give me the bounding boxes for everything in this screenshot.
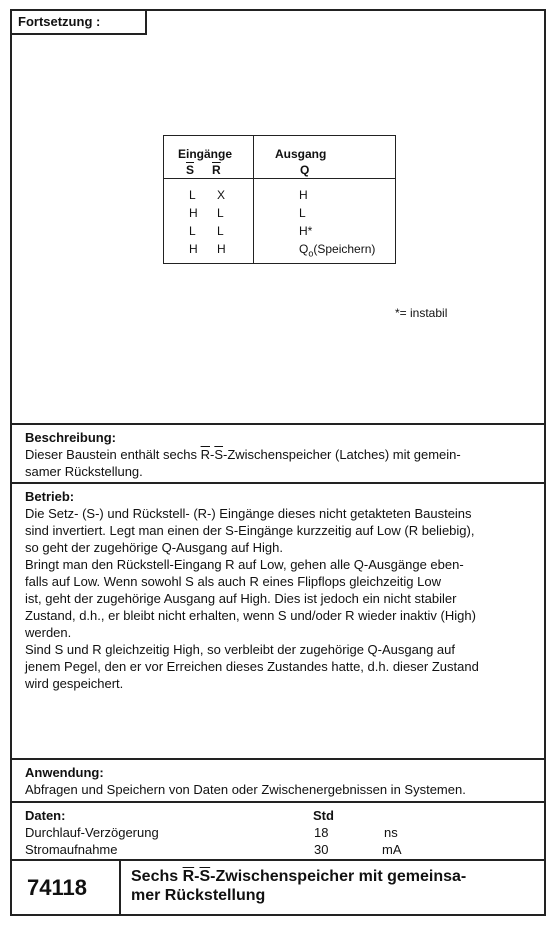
cell-q: H bbox=[299, 188, 308, 202]
application-title: Anwendung: bbox=[25, 765, 104, 780]
description-title: Beschreibung: bbox=[25, 430, 117, 445]
operation-line: jenem Pegel, den er vor Erreichen dieses Zustandes hatte, d.h. dieser Zustand bbox=[25, 659, 479, 674]
operation-line: Bringt man den Rückstell-Eingang R auf Low, gehen alle Q-Ausgänge eben- bbox=[25, 557, 464, 572]
operation-title: Betrieb: bbox=[25, 489, 75, 504]
part-description-line: Sechs $\overline{R}-\overline{S}$-Zwischenspeicher mit gemeinsa- bbox=[131, 868, 467, 885]
cell-r: L bbox=[217, 224, 224, 238]
cell-q: H* bbox=[299, 224, 313, 238]
part-description-line: mer Rückstellung bbox=[131, 887, 266, 904]
data-label: Stromaufnahme bbox=[25, 842, 118, 857]
cell-s: H bbox=[189, 242, 198, 256]
application-text: Abfragen und Speichern von Daten oder Zwischenergebnissen in Systemen. bbox=[25, 782, 466, 797]
truth-table-rows bbox=[164, 188, 395, 260]
table-row bbox=[164, 224, 395, 242]
inputs-subheader bbox=[186, 163, 238, 177]
table-row bbox=[164, 206, 395, 224]
inputs-header: Eingänge bbox=[178, 147, 233, 161]
table-row bbox=[164, 188, 395, 206]
q-label: Q bbox=[300, 163, 310, 177]
std-header: Std bbox=[313, 808, 334, 823]
cell-q bbox=[299, 242, 375, 258]
data-label: Durchlauf-Verzögerung bbox=[25, 825, 159, 840]
part-description bbox=[131, 867, 536, 905]
operation-line: so geht der zugehörige Q-Ausgang auf High. bbox=[25, 540, 284, 555]
operation-line: Zustand, d.h., er bleibt nicht erhalten, wenn S und/oder R wieder inaktiv (High) bbox=[25, 608, 476, 623]
operation-line: falls auf Low. Wenn sowohl S als auch R eines Flipflops gleichzeitig Low bbox=[25, 574, 441, 589]
data-value: 30 bbox=[314, 842, 329, 857]
description-section bbox=[12, 423, 544, 480]
operation-section bbox=[12, 482, 544, 758]
description-line: samer Rückstellung. bbox=[25, 464, 143, 479]
data-unit: mA bbox=[382, 842, 402, 857]
output-header: Ausgang bbox=[275, 147, 327, 161]
instability-note: *= instabil bbox=[395, 306, 448, 320]
table-header-divider bbox=[164, 178, 395, 179]
footer bbox=[12, 859, 544, 914]
operation-line: ist, geht der zugehörige Ausgang auf High. Dies ist jedoch ein nicht stabiler bbox=[25, 591, 457, 606]
s-bar-label: $\overline{S}$ bbox=[186, 163, 195, 177]
operation-line: werden. bbox=[25, 625, 72, 640]
table-row bbox=[164, 242, 395, 260]
cell-q: L bbox=[299, 206, 306, 220]
data-unit: ns bbox=[384, 825, 398, 840]
description-line: Dieser Baustein enthält sechs $\overline{R}-\overline{S}$-Zwischenspeicher (Latches) mit gemein- bbox=[25, 447, 461, 462]
q-main: Q bbox=[299, 242, 309, 256]
operation-line: Sind S und R gleichzeitig High, so verbleibt der zugehörige Q-Ausgang auf bbox=[25, 642, 455, 657]
r-bar-label: $\overline{R}$ bbox=[212, 163, 221, 177]
truth-table bbox=[163, 135, 396, 264]
data-section bbox=[12, 801, 544, 859]
data-title: Daten: bbox=[25, 808, 66, 823]
continuation-tab: Fortsetzung : bbox=[10, 9, 147, 35]
data-value: 18 bbox=[314, 825, 329, 840]
operation-line: Die Setz- (S-) und Rückstell- (R-) Eingänge dieses nicht getakteten Bausteins bbox=[25, 506, 472, 521]
footer-divider bbox=[119, 861, 121, 914]
operation-line: wird gespeichert. bbox=[25, 676, 124, 691]
q-subscript: o bbox=[308, 248, 314, 259]
cell-s: H bbox=[189, 206, 198, 220]
operation-line: sind invertiert. Legt man einen der S-Eingänge kurzzeitig auf Low (R beliebig), bbox=[25, 523, 475, 538]
cell-r: H bbox=[217, 242, 226, 256]
cell-r: L bbox=[217, 206, 224, 220]
part-number: 74118 bbox=[27, 875, 87, 900]
cell-s: L bbox=[189, 188, 196, 202]
cell-r: X bbox=[217, 188, 226, 202]
cell-s: L bbox=[189, 224, 196, 238]
q-suffix: (Speichern) bbox=[313, 242, 376, 256]
application-section bbox=[12, 758, 544, 801]
